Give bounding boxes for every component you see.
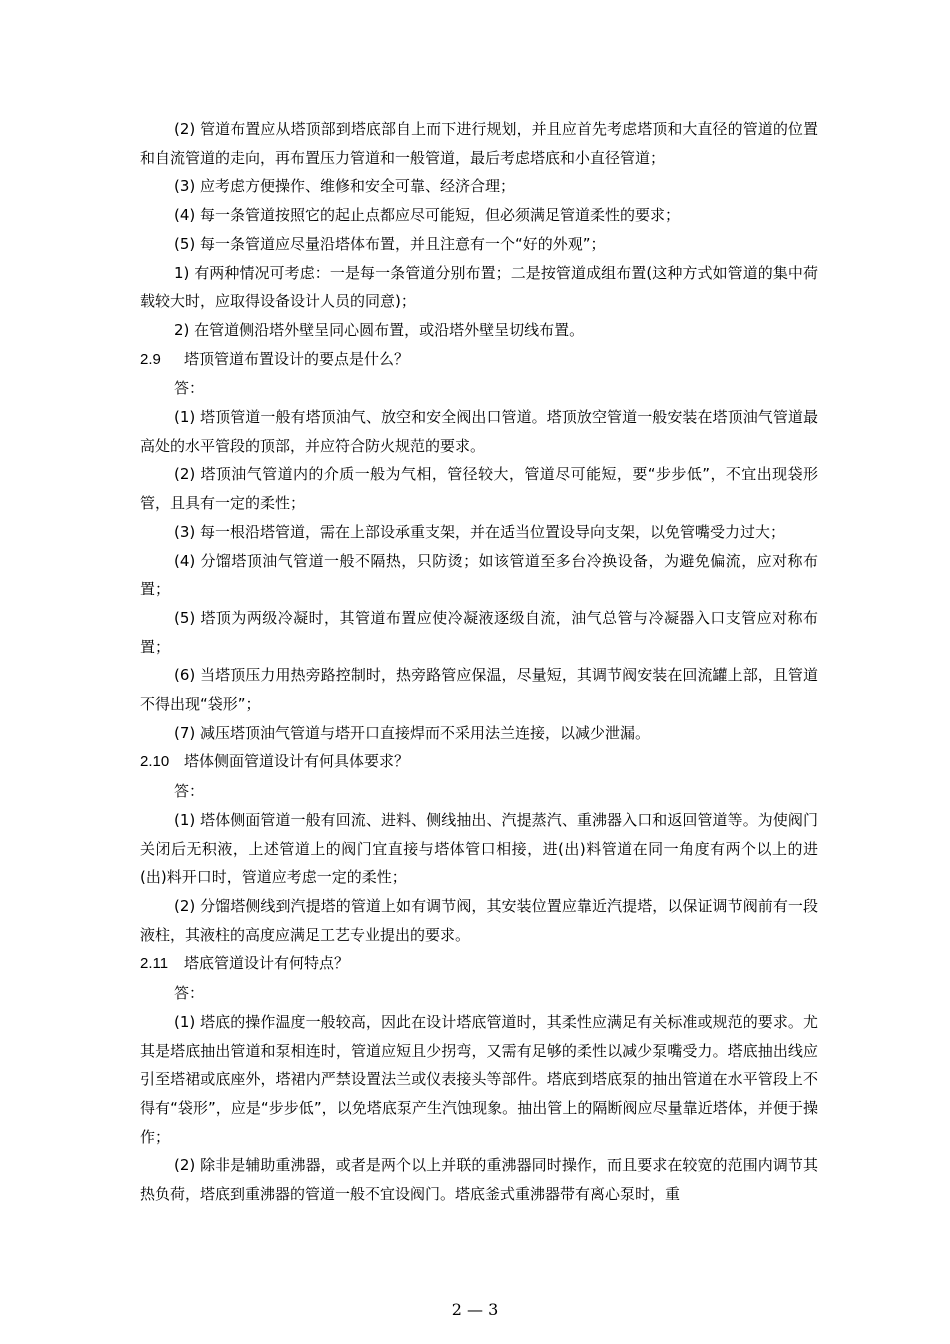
answer-label: 答： [174, 782, 205, 801]
paragraph: (2) 除非是辅助重沸器，或者是两个以上并联的重沸器同时操作，而且要求在较宽的范围内调节其热负荷，塔底到重沸器的管道一般不宜设阀门。塔底釜式重沸器带有离心泵时，重 [140, 1156, 818, 1204]
section-title: 塔底管道设计有何特点？ [184, 954, 350, 973]
section-number: 2.9 [140, 350, 161, 368]
paragraph: (6) 当塔顶压力用热旁路控制时，热旁路管应保温，尽量短，其调节阀安装在回流罐上部，且管道不得出现“袋形”； [140, 666, 818, 714]
paragraph: (2) 塔顶油气管道内的介质一般为气相，管径较大，管道尽可能短，要“步步低”，不宜出现袋形管，且具有一定的柔性； [140, 465, 818, 513]
paragraph: 1) 有两种情况可考虑：一是每一条管道分别布置；二是按管道成组布置(这种方式如管道的集中荷载较大时，应取得设备设计人员的同意)； [140, 263, 818, 311]
section-heading [140, 747, 818, 777]
paragraph: (1) 塔底的操作温度一般较高，因此在设计塔底管道时，其柔性应满足有关标准或规范的要求。尤其是塔底抽出管道和泵相连时，管道应短且少拐弯，又需有足够的柔性以减少泵嘴受力。塔底抽出线应引至塔裙或底座外，塔裙内严禁设置法兰或仪表接头等部件。塔底到塔底泵的抽出管道在水平管段上不得有“袋形”，应是“步步低”，以免塔底泵产生汽蚀现象。抽出管上的隔断阀应尽量靠近塔体，并便于操作； [140, 1012, 818, 1146]
paragraph: (2) 管道布置应从塔顶部到塔底部自上而下进行规划，并且应首先考虑塔顶和大直径的管道的位置和自流管道的走向，再布置压力管道和一般管道，最后考虑塔底和小直径管道； [140, 120, 818, 167]
section-heading [140, 345, 818, 375]
paragraph: (7) 减压塔顶油气管道与塔开口直接焊而不采用法兰连接，以减少泄漏。 [174, 723, 651, 742]
paragraph: (4) 分馏塔顶油气管道一般不隔热，只防烫；如该管道至多台冷换设备，为避免偏流，应对称布置； [140, 551, 818, 599]
section-2-11 [140, 949, 818, 1208]
section-number: 2.10 [140, 753, 170, 771]
page-number: 2 — 3 [451, 1300, 499, 1319]
paragraph: (5) 每一条管道应尽量沿塔体布置，并且注意有一个“好的外观”； [174, 234, 606, 253]
document-body [140, 115, 818, 1209]
section-2-9 [140, 345, 818, 748]
paragraph: (2) 分馏塔侧线到汽提塔的管道上如有调节阀，其安装位置应靠近汽提塔，以保证调节阀前有一段液柱，其液柱的高度应满足工艺专业提出的要求。 [140, 896, 818, 944]
paragraph: (3) 每一根沿塔管道，需在上部设承重支架，并在适当位置设导向支架，以免管嘴受力过大； [174, 522, 786, 541]
paragraph: (3) 应考虑方便操作、维修和安全可靠、经济合理； [174, 177, 516, 196]
paragraph: (1) 塔顶管道一般有塔顶油气、放空和安全阀出口管道。塔顶放空管道一般安装在塔顶油气管道最高处的水平管段的顶部，并应符合防火规范的要求。 [140, 408, 818, 455]
section-heading [140, 949, 818, 979]
section-number: 2.11 [140, 955, 169, 973]
answer-label: 答： [174, 379, 205, 398]
paragraph: (4) 每一条管道按照它的起止点都应尽可能短，但必须满足管道柔性的要求； [174, 206, 681, 225]
paragraph: (5) 塔顶为两级冷凝时，其管道布置应使冷凝液逐级自流，油气总管与冷凝器入口支管应对称布置； [140, 608, 818, 656]
paragraph: (1) 塔体侧面管道一般有回流、进料、侧线抽出、汽提蒸汽、重沸器入口和返回管道等。为使阀门关闭后无积液，上述管道上的阀门宜直接与塔体管口相接，进(出)料管道在同一角度有两个以上的进(出)料开口时，管道应考虑一定的柔性； [140, 810, 818, 887]
paragraph: 2) 在管道侧沿塔外壁呈同心圆布置，或沿塔外壁呈切线布置。 [174, 320, 585, 339]
section-title: 塔体侧面管道设计有何具体要求？ [184, 752, 410, 771]
section-title: 塔顶管道布置设计的要点是什么？ [184, 349, 410, 368]
answer-label: 答： [174, 984, 205, 1003]
section-2-10 [140, 747, 818, 949]
